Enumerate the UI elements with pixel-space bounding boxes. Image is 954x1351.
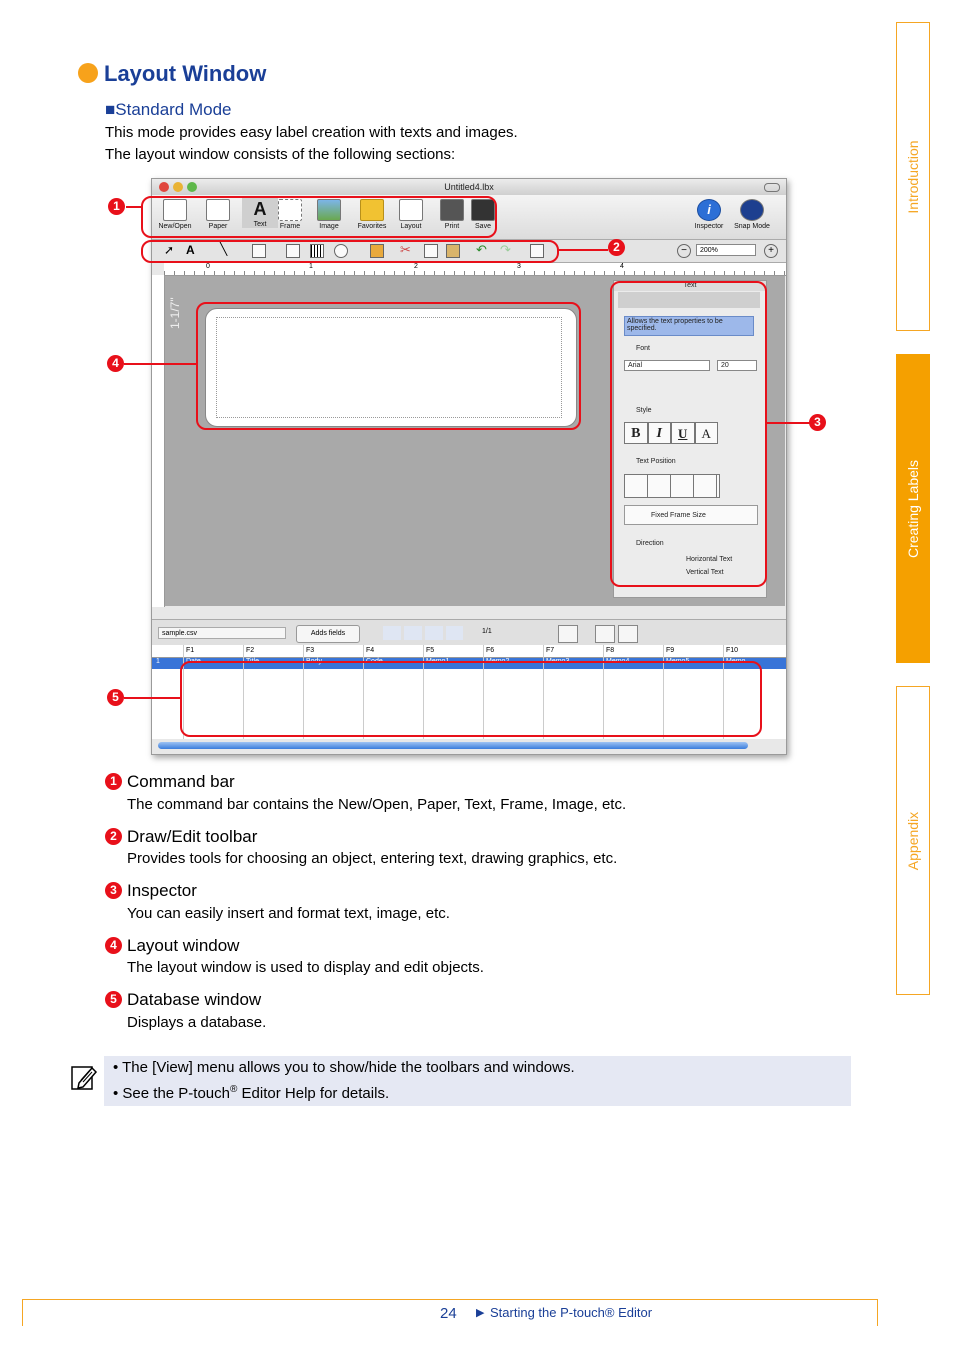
section-title-command-bar: Command bar <box>127 772 235 791</box>
inspector-hint: Allows the text properties to be specified. <box>624 316 754 336</box>
zoom-window-icon[interactable] <box>187 182 197 192</box>
snap-mode-icon <box>740 199 764 221</box>
footer-section-link[interactable]: Starting the P-touch® Editor <box>490 1305 653 1320</box>
close-window-icon[interactable] <box>159 182 169 192</box>
callout-number-5: 5 <box>107 689 124 706</box>
subheading: ■Standard Mode <box>105 100 232 119</box>
undo-icon[interactable]: ↶ <box>476 242 487 257</box>
sort-ascending-icon[interactable] <box>595 625 615 643</box>
tab-introduction[interactable]: Introduction <box>896 22 930 331</box>
bold-button[interactable]: B <box>624 422 648 444</box>
record-navigation[interactable] <box>383 626 463 640</box>
database-file-field[interactable]: sample.csv <box>158 627 286 639</box>
section-title-inspector: Inspector <box>127 881 197 900</box>
callout-number-1: 1 <box>108 198 125 215</box>
sort-descending-icon[interactable] <box>618 625 638 643</box>
section-number-1: 1 <box>105 773 122 790</box>
text-icon: A <box>253 199 267 219</box>
text-tool-icon[interactable]: A <box>186 243 195 257</box>
window-titlebar <box>152 179 786 195</box>
outline-button[interactable]: A <box>695 422 719 444</box>
section-title-layout-window: Layout window <box>127 936 240 955</box>
line-tool-icon[interactable]: ╲ <box>220 242 228 256</box>
text-button[interactable]: A Text <box>242 197 278 228</box>
page-title: Layout Window <box>104 61 267 86</box>
font-size-select[interactable]: 20 <box>717 360 757 371</box>
callout-number-4: 4 <box>107 355 124 372</box>
info-icon: i <box>697 199 721 221</box>
page-number: 24 <box>440 1305 457 1322</box>
style-label: Style <box>636 407 652 414</box>
inspector-button[interactable]: i Inspector <box>691 197 727 230</box>
vertical-ruler <box>152 275 165 607</box>
note-box <box>104 1056 851 1106</box>
minimize-window-icon[interactable] <box>173 182 183 192</box>
section-number-5: 5 <box>105 991 122 1008</box>
adds-fields-button[interactable]: Adds fields <box>296 625 360 643</box>
font-select[interactable]: Arial <box>624 360 710 371</box>
callout-box-draw-toolbar <box>141 240 559 263</box>
page-indicator: 1/1 <box>482 628 492 635</box>
window-title: Untitled4.lbx <box>444 182 494 192</box>
label-size-text: 1-1/7" <box>168 297 182 329</box>
zoom-out-icon[interactable]: − <box>677 244 691 258</box>
callout-number-2: 2 <box>608 239 625 256</box>
section-desc-database: Displays a database. <box>127 1014 267 1031</box>
footer-arrow-icon: ▶ <box>476 1307 485 1319</box>
tab-appendix[interactable]: Appendix <box>896 686 930 995</box>
print-button[interactable]: Print <box>434 197 470 230</box>
note-line-2: • See the P-touch® Editor Help for details. <box>113 1084 390 1102</box>
section-desc-draw-edit: Provides tools for choosing an object, entering text, drawing graphics, etc. <box>127 850 618 867</box>
horizontal-text-radio[interactable]: Horizontal Text <box>686 556 733 563</box>
section-desc-command-bar: The command bar contains the New/Open, Paper, Text, Frame, Image, etc. <box>127 796 627 813</box>
frame-button[interactable]: Frame <box>272 197 308 230</box>
database-toolbar <box>152 619 786 646</box>
section-number-4: 4 <box>105 937 122 954</box>
horizontal-scrollbar[interactable] <box>158 742 748 749</box>
grid-header-row: F1 F2 F3 F4 F5 F6 F7 F8 F9 F10 <box>152 647 786 658</box>
italic-button[interactable]: I <box>648 422 672 444</box>
callout-box-inspector <box>610 281 767 587</box>
text-position-label: Text Position <box>636 458 676 465</box>
heading-bullet-icon <box>78 63 98 83</box>
table-row[interactable]: 1 Date Title Body Code Memo1 Memo2 Memo3 Memo4 Memo5 Memo <box>152 658 786 669</box>
save-button[interactable]: Save <box>465 197 501 230</box>
cut-icon[interactable]: ✂ <box>400 242 411 257</box>
section-number-2: 2 <box>105 828 122 845</box>
layout-button[interactable]: Layout <box>393 197 429 230</box>
paper-button[interactable]: Paper <box>200 197 236 230</box>
zoom-in-icon[interactable]: + <box>764 244 778 258</box>
new-open-button[interactable]: New/Open <box>157 197 193 230</box>
search-icon[interactable] <box>558 625 578 643</box>
image-button[interactable]: Image <box>311 197 347 230</box>
section-number-3: 3 <box>105 882 122 899</box>
callout-box-database <box>180 661 762 737</box>
font-label: Font <box>636 345 651 352</box>
note-line-1: • The [View] menu allows you to show/hide the toolbars and windows. <box>113 1059 575 1076</box>
section-title-draw-edit: Draw/Edit toolbar <box>127 827 258 846</box>
underline-button[interactable]: U <box>671 422 695 444</box>
fixed-frame-size-checkbox[interactable]: Fixed Frame Size <box>624 505 758 525</box>
direction-label: Direction <box>636 540 664 547</box>
callout-number-3: 3 <box>809 414 826 431</box>
tab-creating-labels[interactable]: Creating Labels <box>896 354 930 663</box>
note-pencil-icon <box>70 1063 98 1091</box>
inspector-title: Text <box>614 281 766 291</box>
callout-box-command-bar <box>141 196 497 238</box>
snap-mode-button[interactable]: Snap Mode <box>734 197 770 230</box>
intro-line-1: This mode provides easy label creation with texts and images. <box>105 124 518 141</box>
select-arrow-icon[interactable]: ➚ <box>164 243 175 257</box>
redo-icon[interactable]: ↷ <box>500 242 511 257</box>
intro-line-2: The layout window consists of the following sections: <box>105 146 456 163</box>
toolbar-toggle-icon[interactable] <box>764 183 780 192</box>
section-title-database: Database window <box>127 990 262 1009</box>
zoom-select[interactable]: 200% <box>696 244 756 256</box>
section-desc-layout-window: The layout window is used to display and edit objects. <box>127 959 484 976</box>
callout-box-layout <box>196 302 581 430</box>
favorites-button[interactable]: Favorites <box>354 197 390 230</box>
horizontal-ruler: 0 1 2 3 4 <box>164 263 786 276</box>
vertical-text-radio[interactable]: Vertical Text <box>686 569 724 576</box>
section-desc-inspector: You can easily insert and format text, image, etc. <box>127 905 450 922</box>
